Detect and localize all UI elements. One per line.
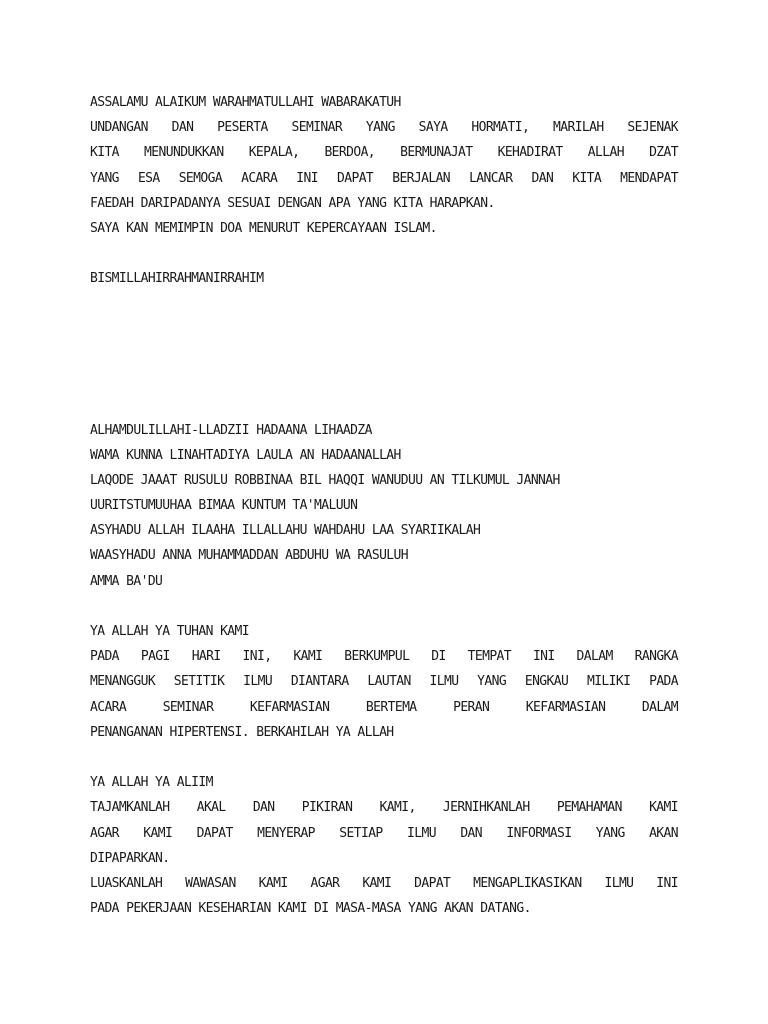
paragraph-line: PENANGANAN HIPERTENSI. BERKAHILAH YA ALLAH <box>90 724 394 740</box>
paragraph-line: DIPAPARKAN. <box>90 850 170 866</box>
paragraph-line: ACARA SEMINAR KEFARMASIAN BERTEMA PERAN KEFARMASIAN DALAM <box>90 699 678 715</box>
section-heading: YA ALLAH YA ALIIM <box>90 775 213 791</box>
spacer <box>90 594 678 619</box>
paragraph-line: AGAR KAMI DAPAT MENYERAP SETIAP ILMU DAN INFORMASI YANG AKAN <box>90 825 678 841</box>
spacer <box>90 292 678 418</box>
paragraph-line: UNDANGAN DAN PESERTA SEMINAR YANG SAYA HORMATI, MARILAH SEJENAK <box>90 120 678 136</box>
paragraph-line: YANG ESA SEMOGA ACARA INI DAPAT BERJALAN LANCAR DAN KITA MENDAPAT <box>90 170 678 186</box>
praise-line: WAASYHADU ANNA MUHAMMADDAN ABDUHU WA RASULUH <box>90 548 408 564</box>
praise-line: ALHAMDULILLAHI-LLADZII HADAANA LIHAADZA <box>90 422 372 438</box>
praise-line: WAMA KUNNA LINAHTADIYA LAULA AN HADAANALLAH <box>90 447 401 463</box>
spacer <box>90 241 678 266</box>
praise-line: UURITSTUMUUHAA BIMAA KUNTUM TA'MALUUN <box>90 498 358 514</box>
basmalah: BISMILLAHIRRAHMANIRRAHIM <box>90 271 264 287</box>
paragraph-line: PADA PEKERJAAN KESEHARIAN KAMI DI MASA-MASA YANG AKAN DATANG. <box>90 901 531 917</box>
paragraph-line: LUASKANLAH WAWASAN KAMI AGAR KAMI DAPAT MENGAPLIKASIKAN ILMU INI <box>90 875 678 891</box>
spacer <box>90 745 678 770</box>
praise-line: AMMA BA'DU <box>90 573 163 589</box>
paragraph-line: FAEDAH DARIPADANYA SESUAI DENGAN APA YANG KITA HARAPKAN. <box>90 195 495 211</box>
paragraph-line: MENANGGUK SETITIK ILMU DIANTARA LAUTAN ILMU YANG ENGKAU MILIKI PADA <box>90 674 678 690</box>
paragraph-line: KITA MENUNDUKKAN KEPALA, BERDOA, BERMUNAJAT KEHADIRAT ALLAH DZAT <box>90 145 678 161</box>
lead-line: SAYA KAN MEMIMPIN DOA MENURUT KEPERCAYAAN ISLAM. <box>90 220 437 236</box>
praise-line: ASYHADU ALLAH ILAAHA ILLALLAHU WAHDAHU LAA SYARIIKALAH <box>90 523 481 539</box>
section-heading: YA ALLAH YA TUHAN KAMI <box>90 624 249 639</box>
paragraph-line: TAJAMKANLAH AKAL DAN PIKIRAN KAMI, JERNIHKANLAH PEMAHAMAN KAMI <box>90 800 678 816</box>
document-page <box>90 90 678 921</box>
paragraph-line: PADA PAGI HARI INI, KAMI BERKUMPUL DI TEMPAT INI DALAM RANGKA <box>90 649 678 665</box>
greeting: ASSALAMU ALAIKUM WARAHMATULLAHI WABARAKATUH <box>90 95 401 110</box>
praise-line: LAQODE JAAAT RUSULU ROBBINAA BIL HAQQI WANUDUU AN TILKUMUL JANNAH <box>90 472 560 488</box>
